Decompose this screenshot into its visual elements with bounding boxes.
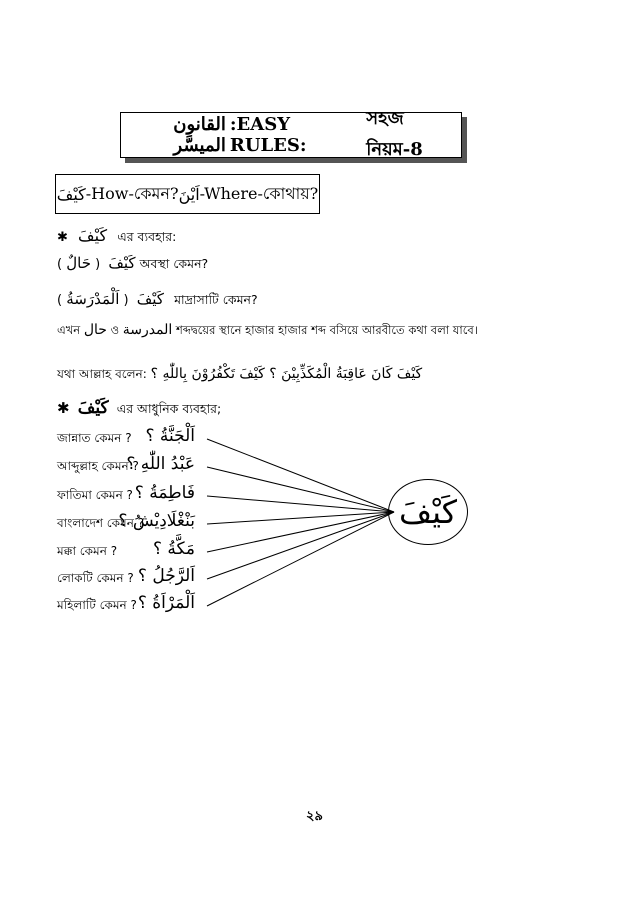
row-arabic: اَلْجَنَّةُ ؟ [145,426,195,446]
row-bengali: বাংলাদেশ কেমন ? [57,516,145,530]
para-madrasa: المدرسة [122,322,173,338]
row-arabic: فَاطِمَةُ ؟ [134,483,195,503]
row-arabic: اَلْمَرْاَةُ ؟ [137,593,195,613]
row-arabic: اَلرَّجُلُ ؟ [137,566,195,586]
row-bengali: জান্নাত কেমন ? [57,431,132,445]
connector-line [207,512,394,606]
connector-line [207,467,394,512]
quote-prefix: যথা আল্লাহ বলেন: [57,367,147,381]
title-bengali: সহজ নিয়ম-8 [366,108,423,160]
modern-heading-text: এর আধুনিক ব্যবহার; [116,401,222,416]
row-bengali: মহিলাটি কেমন ? [57,598,137,612]
title-arabic: القانون الميسَّر [173,114,226,156]
usage-line-1-bn: অবস্থা কেমন? [139,256,209,271]
usage-kaifa-1: كَيْفَ [108,254,136,272]
paren-open: ( [57,293,63,308]
row-bengali: মক্কা কেমন ? [57,544,118,558]
page-number: ২৯ [306,809,323,824]
paren-close: ) [95,257,101,272]
usage-kaifa-2: كَيْفَ [136,290,164,308]
quote-arabic: كَيْفَ كَانَ عَاقِبَةُ الْمُكَذِّبِيْنَ ؟ كَيْفَ تَكْفُرُوْنَ بِاللّٰهِ ؟ [150,366,423,382]
row-bengali: আব্দুল্লাহ কেমন ? [57,459,139,473]
qbox-kaifa: كَيْفَ [56,184,86,204]
row-bengali: ফাতিমা কেমন ? [57,488,133,502]
connector-line [207,496,394,512]
row-arabic: مَكَّةُ ؟ [152,539,195,559]
para-hal: حال [83,322,107,338]
usage-heading-text: এর ব্যবহার: [117,229,177,244]
usage-hal: حَالٌ [66,254,91,272]
kaifa-circle [388,479,468,545]
paren-open: ( [57,257,63,272]
row-bengali: লোকটি কেমন ? [57,571,134,585]
star-bullet: ✱ [57,230,68,245]
usage-madrasa: اَلْمَدْرَسَةُ [66,290,120,308]
connector-line [207,439,394,512]
row-arabic: بَنْغْلَادِيْشُ ؟ [118,511,195,531]
usage-kaifa: كَيْفَ [78,226,108,245]
para-o: ও [110,323,120,337]
usage-line-2-bn: মাদ্রাসাটি কেমন? [174,292,258,307]
row-arabic: عَبْدُ اللّٰهِ ؟ [126,454,195,474]
star-bullet: ✱ [57,399,70,417]
modern-kaifa: كَيْفَ [77,398,109,418]
paren-close: ) [123,293,129,308]
para-prefix: এখন [57,323,81,337]
qbox-ayna: اَيْنَ [178,184,200,204]
qbox-where: -Where-কোথায়? [199,183,319,203]
title-english: :EASY RULES: [229,114,307,156]
circle-kaifa: كَيْفَ [398,493,457,531]
para-rest: শব্দদ্বয়ের স্থানে হাজার হাজার শব্দ বসিয়ে আরবীতে কথা বলা যাবে। [175,323,478,337]
qbox-how: -How-কেমন? [85,183,179,203]
